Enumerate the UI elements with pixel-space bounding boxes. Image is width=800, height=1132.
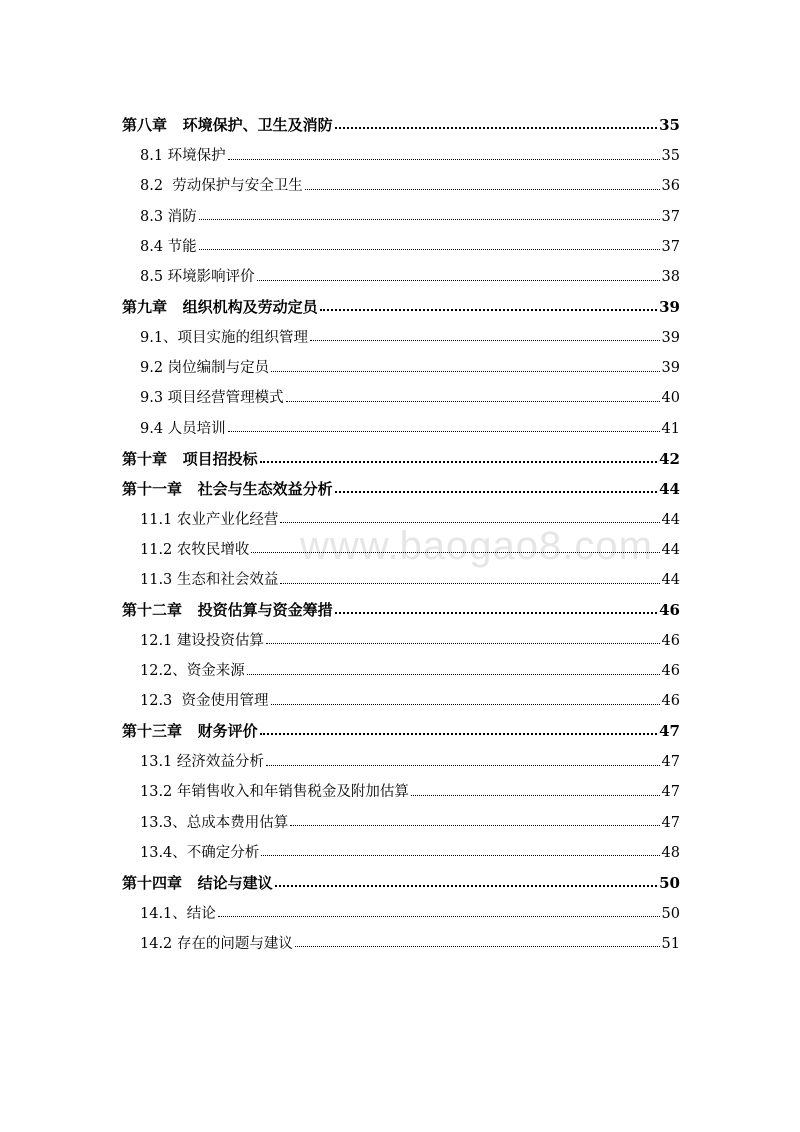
toc-entry-page-number: 38	[661, 269, 680, 286]
toc-section-entry[interactable]	[122, 316, 680, 346]
toc-section-entry[interactable]	[122, 801, 680, 831]
toc-entry-page-number: 35	[661, 148, 680, 165]
toc-entry-page-number: 44	[661, 541, 680, 558]
toc-section-entry[interactable]	[122, 740, 680, 770]
toc-entry-page-number: 50	[661, 905, 680, 922]
dot-leader	[320, 309, 657, 311]
toc-section-entry[interactable]	[122, 377, 680, 407]
toc-entry-page-number: 46	[661, 663, 680, 680]
dot-leader	[261, 855, 659, 856]
toc-entry-title: 第十三章 财务评价	[122, 722, 258, 741]
toc-entry-title: 8.4 节能	[140, 238, 197, 255]
toc-chapter-entry[interactable]	[122, 286, 680, 316]
toc-chapter-entry[interactable]	[122, 104, 680, 134]
toc-entry-title: 13.1 经济效益分析	[140, 754, 264, 771]
toc-entry-title: 8.3 消防	[140, 208, 197, 225]
toc-section-entry[interactable]	[122, 649, 680, 679]
dot-leader	[271, 704, 660, 705]
toc-entry-page-number: 44	[661, 572, 680, 589]
dot-leader	[218, 916, 660, 917]
toc-entry-title: 9.4 人员培训	[140, 420, 226, 437]
toc-entry-page-number: 41	[661, 420, 680, 437]
toc-entry-title: 11.1 农业产业化经营	[140, 511, 279, 528]
toc-entry-title: 第八章 环境保护、卫生及消防	[122, 116, 333, 135]
toc-section-entry[interactable]	[122, 255, 680, 285]
toc-entry-page-number: 36	[661, 178, 680, 195]
dot-leader	[280, 522, 659, 523]
dot-leader	[247, 674, 660, 675]
toc-entry-page-number: 47	[661, 784, 680, 801]
toc-entry-page-number: 44	[659, 479, 680, 498]
dot-leader	[305, 189, 660, 190]
toc-entry-title: 第九章 组织机构及劳动定员	[122, 298, 318, 317]
dot-leader	[199, 249, 660, 250]
toc-section-entry[interactable]	[122, 165, 680, 195]
toc-entry-title: 9.1、项目实施的组织管理	[140, 329, 309, 346]
dot-leader	[228, 159, 660, 160]
toc-section-entry[interactable]	[122, 619, 680, 649]
dot-leader	[295, 946, 660, 947]
dot-leader	[251, 552, 659, 553]
toc-entry-page-number: 47	[659, 722, 680, 741]
dot-leader	[335, 127, 657, 129]
toc-entry-title: 13.3、总成本费用估算	[140, 814, 289, 831]
toc-entry-page-number: 51	[661, 935, 680, 952]
dot-leader	[275, 885, 657, 887]
toc-entry-title: 8.5 环境影响评价	[140, 269, 255, 286]
toc-chapter-entry[interactable]	[122, 437, 680, 467]
toc-entry-page-number: 42	[659, 449, 680, 468]
toc-entry-title: 9.3 项目经营管理模式	[140, 390, 284, 407]
dot-leader	[266, 643, 660, 644]
dot-leader	[310, 340, 659, 341]
toc-entry-title: 第十一章 社会与生态效益分析	[122, 479, 333, 498]
toc-entry-page-number: 39	[659, 298, 680, 317]
toc-entry-page-number: 47	[661, 754, 680, 771]
toc-chapter-entry[interactable]	[122, 710, 680, 740]
dot-leader	[335, 491, 657, 493]
toc-entry-page-number: 46	[659, 601, 680, 620]
toc-entry-page-number: 44	[661, 511, 680, 528]
toc-entry-title: 9.2 岗位编制与定员	[140, 360, 270, 377]
dot-leader	[260, 461, 657, 463]
toc-section-entry[interactable]	[122, 407, 680, 437]
toc-entry-title: 14.2 存在的问题与建议	[140, 935, 293, 952]
toc-entry-page-number: 39	[661, 329, 680, 346]
toc-entry-title: 8.2 劳动保护与安全卫生	[140, 178, 303, 195]
toc-entry-page-number: 50	[659, 873, 680, 892]
toc-section-entry[interactable]	[122, 558, 680, 588]
toc-entry-title: 13.4、不确定分析	[140, 844, 260, 861]
toc-section-entry[interactable]	[122, 134, 680, 164]
toc-chapter-entry[interactable]	[122, 589, 680, 619]
toc-entry-page-number: 40	[661, 390, 680, 407]
toc-section-entry[interactable]	[122, 498, 680, 528]
toc-section-entry[interactable]	[122, 346, 680, 376]
toc-section-entry[interactable]	[122, 528, 680, 558]
dot-leader	[257, 280, 660, 281]
toc-section-entry[interactable]	[122, 892, 680, 922]
toc-entry-title: 8.1 环境保护	[140, 148, 226, 165]
dot-leader	[280, 583, 659, 584]
toc-entry-page-number: 37	[661, 208, 680, 225]
toc-section-entry[interactable]	[122, 195, 680, 225]
toc-entry-title: 13.2 年销售收入和年销售税金及附加估算	[140, 784, 409, 801]
dot-leader	[335, 612, 657, 614]
toc-entry-page-number: 35	[659, 116, 680, 135]
dot-leader	[286, 401, 660, 402]
toc-entry-title: 12.3 资金使用管理	[140, 693, 269, 710]
toc-entry-title: 11.3 生态和社会效益	[140, 572, 279, 589]
toc-entry-page-number: 37	[661, 238, 680, 255]
toc-section-entry[interactable]	[122, 771, 680, 801]
dot-leader	[290, 825, 659, 826]
toc-entry-page-number: 47	[661, 814, 680, 831]
toc-entry-title: 第十章 项目招投标	[122, 449, 258, 468]
toc-section-entry[interactable]	[122, 922, 680, 952]
toc-section-entry[interactable]	[122, 680, 680, 710]
toc-entry-title: 第十四章 结论与建议	[122, 873, 273, 892]
dot-leader	[199, 219, 660, 220]
toc-section-entry[interactable]	[122, 831, 680, 861]
watermark: www.baogao8.com	[300, 524, 653, 568]
toc-entry-title: 14.1、结论	[140, 905, 216, 922]
dot-leader	[228, 431, 660, 432]
toc-entry-title: 第十二章 投资估算与资金筹措	[122, 601, 333, 620]
dot-leader	[411, 795, 660, 796]
dot-leader	[266, 765, 660, 766]
toc-section-entry[interactable]	[122, 225, 680, 255]
dot-leader	[260, 733, 657, 735]
dot-leader	[271, 371, 659, 372]
toc-entry-page-number: 46	[661, 632, 680, 649]
table-of-contents	[122, 104, 680, 952]
toc-entry-title: 12.2、资金来源	[140, 663, 245, 680]
toc-entry-page-number: 39	[661, 360, 680, 377]
toc-chapter-entry[interactable]	[122, 861, 680, 891]
toc-entry-title: 12.1 建设投资估算	[140, 632, 264, 649]
toc-entry-title: 11.2 农牧民增收	[140, 541, 250, 558]
toc-chapter-entry[interactable]	[122, 468, 680, 498]
toc-entry-page-number: 46	[661, 693, 680, 710]
toc-entry-page-number: 48	[661, 844, 680, 861]
